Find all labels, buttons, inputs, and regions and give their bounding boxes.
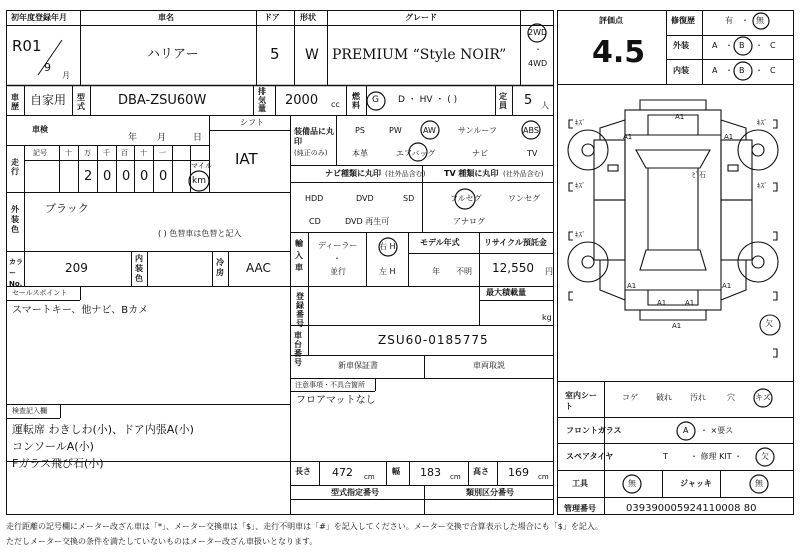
kg-unit: kg <box>542 313 552 322</box>
damage-mark: A1 <box>675 113 685 121</box>
max-load-header: 最大積載量 <box>486 288 526 297</box>
notes: フロアマットなし <box>296 395 376 406</box>
exterior-color: ブラック <box>45 202 89 215</box>
length: 472 <box>332 466 353 479</box>
capacity-header: 定員 <box>499 92 507 110</box>
tv-fullseg: フルセグ <box>450 194 482 203</box>
mileage-head-2: 万 <box>84 149 91 157</box>
damage-mark-bracket-2: ｷｽﾞ <box>757 119 768 127</box>
navi-dvd-play: DVD 再生可 <box>345 217 390 226</box>
usage: 自家用 <box>30 93 67 107</box>
width-cm: cm <box>450 473 461 481</box>
width: 183 <box>420 466 441 479</box>
reg-no-header: 登録番号 <box>296 292 304 328</box>
height: 169 <box>508 466 529 479</box>
usage-header: 車歴 <box>11 93 19 111</box>
mileage-sign-header: 記号 <box>33 149 47 157</box>
seat-stain: 汚れ <box>690 393 706 402</box>
model-code: DBA-ZSU60W <box>118 93 207 108</box>
footer-note-2: ただしメーター交換の条件を満たしていないものはメーター改ざん車扱いとなります。 <box>6 537 318 546</box>
mileage-head-3: 千 <box>103 149 110 157</box>
color-change-note: ( ) 色替車は色替と記入 <box>158 229 242 238</box>
ac-header: 冷房 <box>216 258 224 277</box>
repair-dot: ・ <box>741 16 749 25</box>
interior-grade-header: 内装 <box>673 66 689 75</box>
first-reg-year: R01 <box>12 37 42 55</box>
mileage-head-6: 一 <box>159 149 166 157</box>
grade: PREMIUM “Style NOIR” <box>332 47 507 63</box>
equip-tv: TV <box>527 149 538 158</box>
car-name-header: 車名 <box>158 13 174 22</box>
exterior-grade-header: 外装 <box>673 41 689 50</box>
seat-header: 室内シート <box>565 391 597 411</box>
mileage-head-1: 十 <box>65 149 72 157</box>
equip-navi: ナビ <box>472 149 488 158</box>
damage-mark: A1 <box>657 299 667 307</box>
body-shape: W <box>305 47 319 63</box>
navi-type-sub: (社外品含む) <box>385 170 426 178</box>
navi-type-header: ナビ種類に丸印 <box>325 169 381 178</box>
jack-value: 無 <box>755 479 763 488</box>
height-header: 高さ <box>473 467 489 476</box>
tv-oneseg: ワンセグ <box>508 194 540 203</box>
score: 4.5 <box>592 35 646 70</box>
spare-repair-kit: ・ 修理 KIT ・ <box>690 452 743 461</box>
model-year-unknown: 不明 <box>456 267 472 276</box>
mileage-head-5: 十 <box>140 149 147 157</box>
fuel-other: D ・ HV ・ ( ) <box>398 95 458 105</box>
exterior-color-header: 外装色 <box>11 205 19 234</box>
inspection-day: 日 <box>193 133 203 143</box>
damage-mark: A1 <box>685 299 695 307</box>
damage-mark-bracket-1: ｷｽﾞ <box>575 119 586 127</box>
capacity: 5 <box>524 93 533 108</box>
exterior-grade-b: B <box>739 41 745 50</box>
damage-mark: A1 <box>627 282 637 290</box>
footer-note-1: 走行距離の記号欄にメーター改ざん車は「*」、メーター交換車は「$」、走行不明車は「#」を記入してください。メーター交換で合算表示した場合にも「$」を記入。 <box>6 522 603 531</box>
shift: IAT <box>235 150 258 168</box>
model-year-header: モデル年式 <box>420 238 460 247</box>
tv-type-header: TV 種類に丸印 <box>444 169 499 178</box>
recycle-deposit: 12,550 <box>492 261 534 275</box>
mileage-digit-2: 0 <box>103 169 112 184</box>
inspection-year: 年 <box>128 133 138 143</box>
front-glass-a: A <box>683 426 689 435</box>
damage-mark: A1 <box>724 133 734 141</box>
shift-header: シフト <box>240 118 264 127</box>
equip-leather: 本革 <box>352 149 368 158</box>
mile-label: マイル <box>191 162 212 170</box>
type-designation-header: 型式指定番号 <box>331 488 379 497</box>
equipment-sub: (純正のみ) <box>294 149 328 157</box>
model-header: 型式 <box>77 93 85 111</box>
interior-grade-c: C <box>770 66 776 75</box>
length-header: 長さ <box>295 467 311 476</box>
seat-burn: コゲ <box>622 393 638 402</box>
exterior-grade-a: A <box>712 41 718 50</box>
left-hand: 左 H <box>379 267 396 276</box>
owner-manual: 車両取説 <box>473 361 505 370</box>
import-header: 輸入車 <box>295 239 303 272</box>
tv-type-sub: (社外品含む) <box>503 170 544 178</box>
recycle-header: リサイクル預託金 <box>484 238 547 247</box>
damage-mark-bracket-3: ｷｽﾞ <box>575 182 586 190</box>
shape-header: 形状 <box>300 13 316 22</box>
interior-grade-b: B <box>739 66 745 75</box>
equipment-header: 装備品に丸印 <box>294 127 334 146</box>
inspector-note-2: コンソールA(小) <box>12 440 94 453</box>
interior-grade-a: A <box>712 66 718 75</box>
color-no-header: カラーNo. <box>9 258 23 288</box>
class-number-header: 類別区分番号 <box>466 488 514 497</box>
mileage-head-4: 百 <box>121 149 128 157</box>
interior-grade-dot2: ・ <box>755 66 763 75</box>
door-header: ドア <box>264 13 280 22</box>
right-hand: 右 H <box>379 242 396 251</box>
damage-mark-bracket-4: ｷｽﾞ <box>757 182 768 190</box>
seat-scratch: キズ <box>755 393 771 402</box>
damage-mark-bracket-5: ｷｽﾞ <box>575 231 586 239</box>
navi-cd: CD <box>309 217 321 226</box>
import-parallel: 並行 <box>330 267 346 276</box>
jack-header: ジャッキ <box>680 479 712 488</box>
drive-dot: ・ <box>534 45 542 54</box>
equip-pw: PW <box>389 126 402 135</box>
navi-sd: SD <box>403 194 415 203</box>
management-number: 039390005924110008 80 <box>626 503 757 514</box>
month-unit: 月 <box>62 71 70 80</box>
navi-dvd: DVD <box>356 194 374 203</box>
exterior-grade-c: C <box>770 41 776 50</box>
model-year-year: 年 <box>432 267 440 276</box>
mileage-digit-5: 0 <box>159 169 168 184</box>
drive-4wd: 4WD <box>528 59 548 68</box>
km-unit: km <box>192 176 206 186</box>
front-glass-header: フロントガラス <box>566 426 622 435</box>
navi-hdd: HDD <box>305 194 324 203</box>
chassis-number: ZSU60-0185775 <box>378 333 489 347</box>
inspection-header: 車検 <box>32 125 48 134</box>
import-dot: ・ <box>333 254 341 263</box>
repair-no: 無 <box>756 16 764 25</box>
door-count: 5 <box>270 45 280 63</box>
sales-point-header: セールスポイント <box>12 289 68 297</box>
fuel-header: 燃料 <box>352 92 360 110</box>
interior-color-header: 内装色 <box>135 254 143 283</box>
inspector-note-1: 運転席 わきしわ(小)、ドア内張A(小) <box>12 423 194 436</box>
yen-unit: 円 <box>545 267 553 276</box>
drive-2wd: 2WD <box>528 28 548 37</box>
inspector-note-3: Fガラス飛び石(小) <box>12 457 104 470</box>
damage-mark: A1 <box>722 282 732 290</box>
import-dealer: ディーラー <box>318 241 358 250</box>
equip-abs: ABS <box>523 126 539 135</box>
first-reg-month: 9 <box>44 61 51 74</box>
new-car-warranty: 新車保証書 <box>338 361 378 370</box>
tools-header: 工具 <box>572 479 588 488</box>
seat-tear: 破れ <box>656 393 672 402</box>
displacement-header: 排気量 <box>258 87 266 113</box>
cc-unit: cc <box>331 100 340 109</box>
car-name: ハリアー <box>147 47 199 62</box>
width-header: 幅 <box>392 467 400 476</box>
grade-header: グレード <box>405 13 437 22</box>
exterior-grade-dot2: ・ <box>755 41 763 50</box>
fuel-gasoline: G <box>372 95 379 105</box>
spare-missing: 欠 <box>761 452 769 461</box>
seat-hole: 穴 <box>727 393 735 402</box>
inspector-header: 検査記入欄 <box>12 407 47 415</box>
length-cm: cm <box>364 473 375 481</box>
height-cm: cm <box>538 473 549 481</box>
mileage-digit-3: 0 <box>122 169 131 184</box>
equip-sunroof: サンルーフ <box>458 126 497 135</box>
mileage-digit-4: 0 <box>140 169 149 184</box>
exterior-grade-dot1: ・ <box>725 41 733 50</box>
spare-tire-header: スペアタイヤ <box>566 452 614 461</box>
missing-mark: 欠 <box>765 319 773 328</box>
mileage-header: 走行 <box>11 158 19 176</box>
sales-point: スマートキー、他ナビ、Bカメ <box>12 305 149 316</box>
damage-mark: A1 <box>623 133 633 141</box>
displacement: 2000 <box>285 93 319 108</box>
notes-header: 注意事項・不具合箇所 <box>295 381 365 389</box>
management-no-header: 管理番号 <box>564 504 596 513</box>
repair-yes: 有 <box>725 16 733 25</box>
spare-tire-t: T <box>663 452 668 461</box>
mileage-digit-1: 2 <box>84 169 93 184</box>
interior-grade-dot1: ・ <box>725 66 733 75</box>
damage-mark: A1 <box>672 322 682 330</box>
air-conditioner: AAC <box>246 261 271 275</box>
equip-ps: PS <box>355 126 365 135</box>
front-glass-other: ・ ×要ス <box>700 426 734 435</box>
chassis-header: 車台番号 <box>294 331 302 367</box>
car-diagram <box>568 100 780 357</box>
first-reg-header: 初年度登録年月 <box>11 13 67 22</box>
repair-header: 修復歴 <box>671 16 695 25</box>
score-header: 評価点 <box>599 16 623 25</box>
capacity-unit: 人 <box>541 101 549 110</box>
tv-analog: アナログ <box>453 217 485 226</box>
equip-airbag: エアバッグ <box>396 149 436 158</box>
color-no: 209 <box>65 261 88 275</box>
inspection-month: 月 <box>157 133 167 143</box>
glass-chip-mark: ﾋﾞ石 <box>692 171 706 179</box>
tools-value: 無 <box>628 479 636 488</box>
equip-aw: AW <box>423 126 436 135</box>
